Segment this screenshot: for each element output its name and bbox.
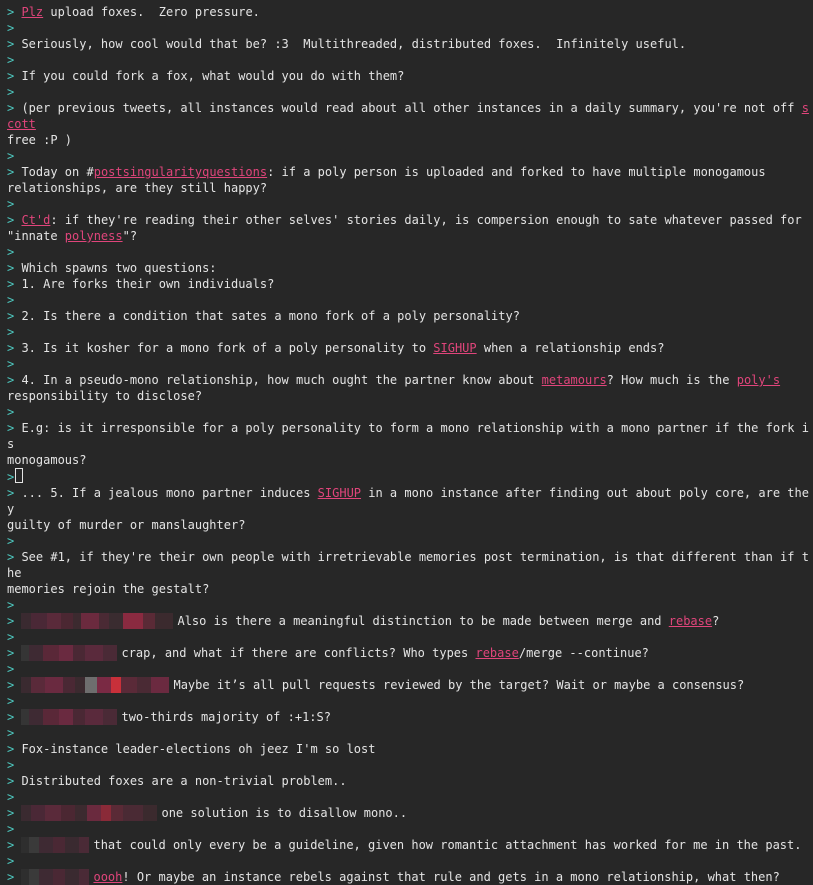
prompt-marker: > xyxy=(7,405,15,419)
prompt-marker: > xyxy=(7,678,15,692)
line-text: (per previous tweets, all instances would read about all other instances in a daily summary, you're not off xyxy=(14,101,802,115)
prompt-marker: > xyxy=(7,261,15,275)
line-text: See #1, if they're their own people with irretrievable memories post termination, is that different than if the xyxy=(7,550,809,580)
output-line xyxy=(7,485,813,517)
line-text: ... 5. If a jealous mono partner induces xyxy=(14,486,318,500)
prompt-marker: > xyxy=(7,774,15,788)
prompt-marker: > xyxy=(7,53,15,67)
output-line xyxy=(7,388,813,404)
output-line xyxy=(7,292,813,308)
inline-link[interactable]: oooh xyxy=(93,870,123,884)
prompt-marker: > xyxy=(7,245,15,259)
prompt-marker: > xyxy=(7,534,15,548)
prompt-marker: > xyxy=(7,550,15,564)
prompt-marker: > xyxy=(7,213,15,227)
line-text: two-thirds majority of :+1:S? xyxy=(121,710,331,724)
output-line xyxy=(7,4,813,20)
prompt-marker: > xyxy=(7,870,15,884)
prompt-marker: > xyxy=(7,854,15,868)
line-text: E.g: is it irresponsible for a poly personality to form a mono relationship with a mono partner if the fork is xyxy=(7,421,809,451)
output-line xyxy=(7,68,813,84)
line-text: memories rejoin the gestalt? xyxy=(7,582,210,596)
prompt-marker: > xyxy=(7,710,15,724)
output-line xyxy=(7,693,813,709)
line-text: 4. In a pseudo-mono relationship, how much ought the partner know about xyxy=(14,373,542,387)
prompt-marker: > xyxy=(7,470,15,484)
prompt-marker: > xyxy=(7,5,15,19)
output-line xyxy=(7,196,813,212)
output-line xyxy=(7,549,813,581)
line-text: 2. Is there a condition that sates a mono fork of a poly personality? xyxy=(14,309,520,323)
output-line xyxy=(7,661,813,677)
output-line xyxy=(7,164,813,180)
prompt-marker: > xyxy=(7,742,15,756)
line-text: that could only every be a guideline, given how romantic attachment has worked for me in the past. xyxy=(93,838,802,852)
line-text: in a mono instance after finding out about poly core, are they xyxy=(7,486,809,516)
prompt-marker: > xyxy=(7,806,15,820)
output-line xyxy=(7,420,813,452)
prompt-marker: > xyxy=(7,293,15,307)
output-line xyxy=(7,597,813,613)
line-text: one solution is to disallow mono.. xyxy=(161,806,408,820)
line-text: 1. Are forks their own individuals? xyxy=(14,277,275,291)
output-line xyxy=(7,677,813,693)
output-line xyxy=(7,372,813,388)
line-text: upload foxes. Zero pressure. xyxy=(43,5,260,19)
inline-link[interactable]: scott xyxy=(7,101,809,131)
line-text: Distributed foxes are a non-trivial problem.. xyxy=(14,774,347,788)
prompt-marker: > xyxy=(7,341,15,355)
prompt-marker: > xyxy=(7,197,15,211)
output-line xyxy=(7,725,813,741)
line-text: : if a poly person is uploaded and forked to have multiple monogamous xyxy=(267,165,766,179)
line-text: when a relationship ends? xyxy=(476,341,665,355)
output-line xyxy=(7,100,813,132)
output-line xyxy=(7,645,813,661)
inline-link[interactable]: postsingularityquestions xyxy=(93,165,268,179)
output-line xyxy=(7,84,813,100)
redacted-avatar xyxy=(21,837,89,853)
prompt-marker: > xyxy=(7,726,15,740)
output-line xyxy=(7,452,813,468)
prompt-marker: > xyxy=(7,325,15,339)
prompt-marker: > xyxy=(7,630,15,644)
line-text: Seriously, how cool would that be? :3 Multithreaded, distributed foxes. Infinitely useful. xyxy=(14,37,687,51)
prompt-marker: > xyxy=(7,662,15,676)
inline-link[interactable]: Ct'd xyxy=(21,213,51,227)
output-line xyxy=(7,228,813,244)
prompt-marker: > xyxy=(7,165,15,179)
output-line xyxy=(7,853,813,869)
output-line xyxy=(7,260,813,276)
prompt-marker: > xyxy=(7,101,15,115)
line-text: "? xyxy=(122,229,138,243)
output-line xyxy=(7,52,813,68)
output-line xyxy=(7,36,813,52)
inline-link[interactable]: poly's xyxy=(736,373,781,387)
prompt-marker: > xyxy=(7,421,15,435)
prompt-marker: > xyxy=(7,277,15,291)
inline-link[interactable]: metamours xyxy=(541,373,607,387)
line-text: If you could fork a fox, what would you do with them? xyxy=(14,69,405,83)
prompt-marker: > xyxy=(7,357,15,371)
output-line xyxy=(7,324,813,340)
line-text: responsibility to disclose? xyxy=(7,389,203,403)
output-line xyxy=(7,869,813,885)
output-line xyxy=(7,468,813,485)
text-cursor xyxy=(15,468,23,483)
prompt-marker: > xyxy=(7,85,15,99)
output-line xyxy=(7,180,813,196)
output-line xyxy=(7,308,813,324)
output-line xyxy=(7,148,813,164)
line-text: guilty of murder or manslaughter? xyxy=(7,518,246,532)
line-text: /merge --continue? xyxy=(518,646,649,660)
line-text: free :P ) xyxy=(7,133,73,147)
output-line xyxy=(7,709,813,725)
prompt-marker: > xyxy=(7,309,15,323)
output-line xyxy=(7,837,813,853)
output-line xyxy=(7,613,813,629)
line-text: Which spawns two questions: xyxy=(14,261,217,275)
inline-link[interactable]: SIGHUP xyxy=(433,341,477,355)
prompt-marker: > xyxy=(7,598,15,612)
line-text: monogamous? xyxy=(7,453,87,467)
prompt-marker: > xyxy=(7,822,15,836)
redacted-avatar xyxy=(21,613,173,629)
output-line xyxy=(7,276,813,292)
prompt-marker: > xyxy=(7,37,15,51)
prompt-marker: > xyxy=(7,69,15,83)
output-line xyxy=(7,581,813,597)
output-line xyxy=(7,212,813,228)
inline-link[interactable]: rebase xyxy=(668,614,713,628)
redacted-avatar xyxy=(21,677,169,693)
inline-link[interactable]: SIGHUP xyxy=(317,486,362,500)
prompt-marker: > xyxy=(7,486,15,500)
output-line xyxy=(7,517,813,533)
output-line xyxy=(7,741,813,757)
prompt-marker: > xyxy=(7,838,15,852)
output-line xyxy=(7,340,813,356)
prompt-marker: > xyxy=(7,694,15,708)
line-text: Also is there a meaningful distinction to be made between merge and xyxy=(177,614,669,628)
line-text: crap, and what if there are conflicts? Who types xyxy=(121,646,476,660)
output-line xyxy=(7,533,813,549)
output-line xyxy=(7,757,813,773)
redacted-avatar xyxy=(21,869,89,885)
line-text: 3. Is it kosher for a mono fork of a poly personality to xyxy=(14,341,434,355)
prompt-marker: > xyxy=(7,149,15,163)
prompt-marker: > xyxy=(7,646,15,660)
prompt-marker: > xyxy=(7,614,15,628)
line-text: Today on # xyxy=(14,165,94,179)
output-line xyxy=(7,404,813,420)
line-text: "innate xyxy=(7,229,65,243)
prompt-marker: > xyxy=(7,21,15,35)
output-line xyxy=(7,629,813,645)
prompt-marker: > xyxy=(7,373,15,387)
output-line xyxy=(7,20,813,36)
output-line xyxy=(7,773,813,789)
redacted-avatar xyxy=(21,805,157,821)
output-line xyxy=(7,789,813,805)
redacted-avatar xyxy=(21,645,117,661)
line-text: ? How much is the xyxy=(606,373,737,387)
line-text: relationships, are they still happy? xyxy=(7,181,268,195)
inline-link[interactable]: Plz xyxy=(21,5,44,19)
output-line xyxy=(7,805,813,821)
output-line xyxy=(7,821,813,837)
line-text: Maybe it’s all pull requests reviewed by the target? Wait or maybe a consensus? xyxy=(173,678,745,692)
prompt-marker: > xyxy=(7,790,15,804)
inline-link[interactable]: polyness xyxy=(64,229,123,243)
prompt-marker: > xyxy=(7,758,15,772)
output-line xyxy=(7,132,813,148)
line-text: ! Or maybe an instance rebels against that rule and gets in a mono relationship, what then? xyxy=(122,870,780,884)
line-text: : if they're reading their other selves' stories daily, is compersion enough to sate whatever passed for xyxy=(50,213,802,227)
output-line xyxy=(7,356,813,372)
redacted-avatar xyxy=(21,709,117,725)
line-text: ? xyxy=(712,614,720,628)
line-text: Fox-instance leader-elections oh jeez I'm so lost xyxy=(14,742,376,756)
inline-link[interactable]: rebase xyxy=(475,646,519,660)
output-line xyxy=(7,244,813,260)
